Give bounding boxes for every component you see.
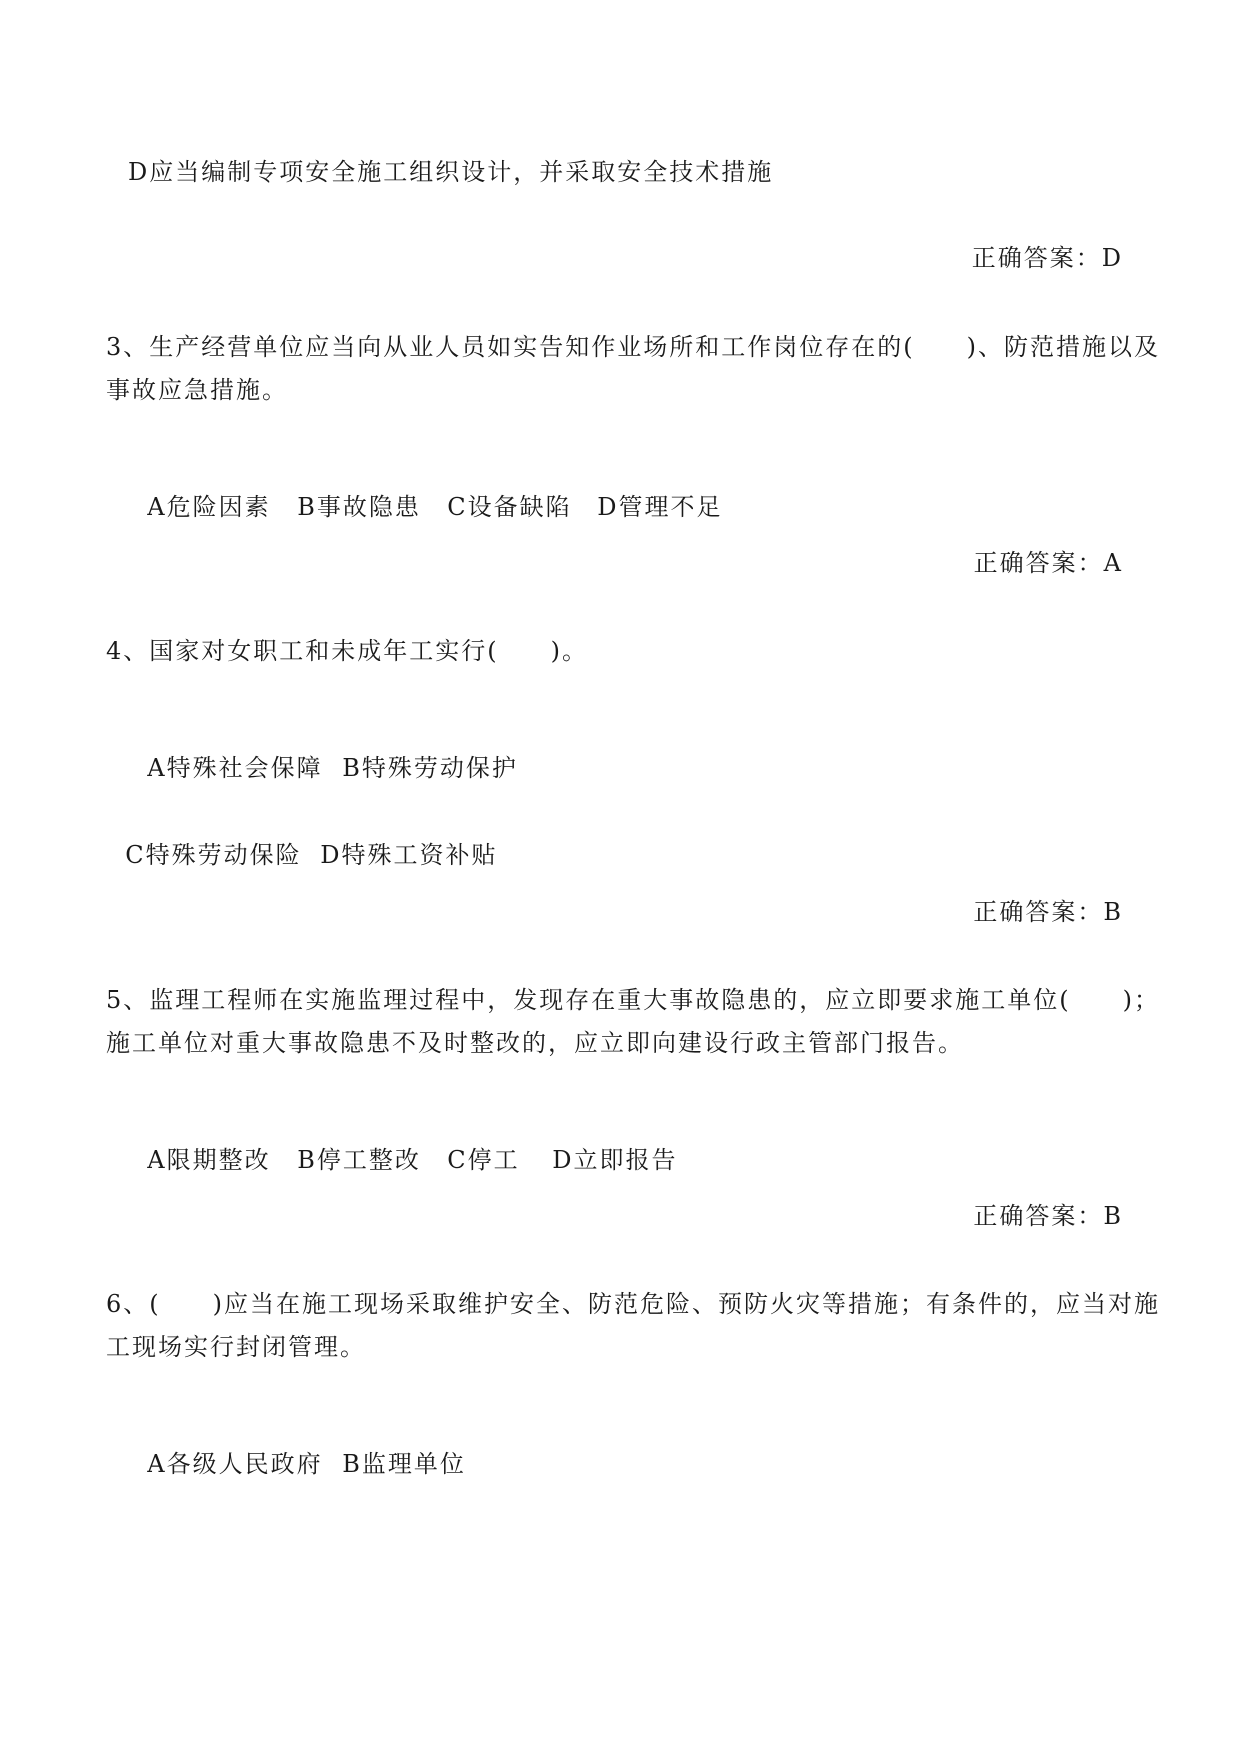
q3-options bbox=[128, 462, 723, 522]
q5-option-a: A限期整改 bbox=[147, 1146, 271, 1174]
q3-option-c: C设备缺陷 bbox=[447, 493, 572, 521]
q2-option-d: D应当编制专项安全施工组织设计，并采取安全技术措施 bbox=[128, 158, 774, 186]
q6-option-b: B监理单位 bbox=[342, 1450, 466, 1478]
q4-options-row1 bbox=[128, 723, 518, 783]
q5-option-b: B停工整改 bbox=[297, 1146, 421, 1174]
q4-stem: 4、国家对女职工和未成年工实行( )。 bbox=[106, 637, 588, 665]
q3-answer: 正确答案：A bbox=[973, 549, 1123, 577]
q5-option-c: C停工 bbox=[447, 1146, 520, 1174]
q4-option-b: B特殊劳动保护 bbox=[342, 754, 518, 782]
q6-stem-line1: 6、( )应当在施工现场采取维护安全、防范危险、预防火灾等措施；有条件的，应当对施 bbox=[106, 1290, 1160, 1318]
q6-option-a: A各级人民政府 bbox=[147, 1450, 323, 1478]
q6-options bbox=[128, 1419, 466, 1479]
q3-option-a: A危险因素 bbox=[147, 493, 271, 521]
q4-option-c: C特殊劳动保险 bbox=[125, 841, 302, 869]
q4-option-a: A特殊社会保障 bbox=[147, 754, 323, 782]
q3-stem-line1: 3、生产经营单位应当向从业人员如实告知作业场所和工作岗位存在的( )、防范措施以及 bbox=[106, 333, 1160, 361]
q5-stem-line1: 5、监理工程师在实施监理过程中，发现存在重大事故隐患的，应立即要求施工单位( )； bbox=[106, 986, 1160, 1014]
q5-answer: 正确答案：B bbox=[973, 1202, 1123, 1230]
q3-option-b: B事故隐患 bbox=[297, 493, 421, 521]
q2-answer: 正确答案：D bbox=[971, 244, 1123, 272]
q3-option-d: D管理不足 bbox=[597, 493, 723, 521]
q4-option-d: D特殊工资补贴 bbox=[320, 841, 498, 869]
q4-answer: 正确答案：B bbox=[973, 898, 1123, 926]
q5-stem-line2: 施工单位对重大事故隐患不及时整改的，应立即向建设行政主管部门报告。 bbox=[106, 1029, 964, 1057]
q4-options-row2 bbox=[106, 810, 498, 870]
q6-stem-line2: 工现场实行封闭管理。 bbox=[106, 1333, 366, 1361]
q3-stem-line2: 事故应急措施。 bbox=[106, 376, 288, 404]
q5-option-d: D立即报告 bbox=[552, 1146, 678, 1174]
q5-options bbox=[128, 1115, 678, 1175]
